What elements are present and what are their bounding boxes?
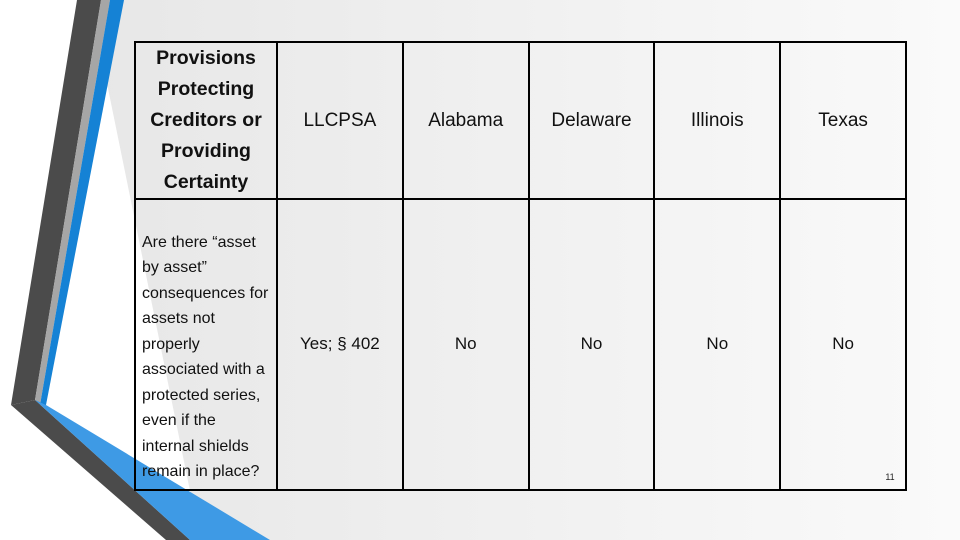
question-cell bbox=[135, 199, 277, 490]
asset-question-text: Are there “asset by asset” consequences for assets not properly associated with a protected series, even if the internal shields remain in place? bbox=[142, 233, 269, 480]
delaware-value: No bbox=[580, 334, 603, 354]
illinois-value-cell bbox=[654, 199, 780, 490]
table-row bbox=[135, 199, 906, 490]
illinois-header-label: Illinois bbox=[690, 110, 744, 131]
table-header-cell bbox=[403, 42, 529, 199]
table-header-cell bbox=[277, 42, 403, 199]
alabama-header-label: Alabama bbox=[428, 110, 504, 131]
alabama-value-cell bbox=[403, 199, 529, 490]
table-header-row bbox=[135, 42, 906, 199]
texas-header-label: Texas bbox=[818, 110, 868, 131]
alabama-value: No bbox=[454, 334, 477, 354]
llcpsa-value: Yes; § 402 bbox=[300, 334, 380, 354]
table-header-cell bbox=[529, 42, 655, 199]
page-number: 11 bbox=[885, 472, 895, 482]
texas-value-cell bbox=[780, 199, 906, 490]
comparison-table bbox=[134, 41, 907, 491]
llcpsa-value-cell bbox=[277, 199, 403, 490]
table-header-cell bbox=[654, 42, 780, 199]
illinois-value: No bbox=[706, 334, 729, 354]
table-header-cell bbox=[780, 42, 906, 199]
table-header-cell bbox=[135, 42, 277, 199]
texas-value: No bbox=[832, 334, 854, 354]
llcpsa-header-label: LLCPSA bbox=[303, 110, 377, 131]
delaware-value-cell bbox=[529, 199, 655, 490]
provisions-header-label: Provisions Protecting Creditors or Providing Certainty bbox=[150, 47, 262, 193]
delaware-header-label: Delaware bbox=[551, 110, 632, 131]
